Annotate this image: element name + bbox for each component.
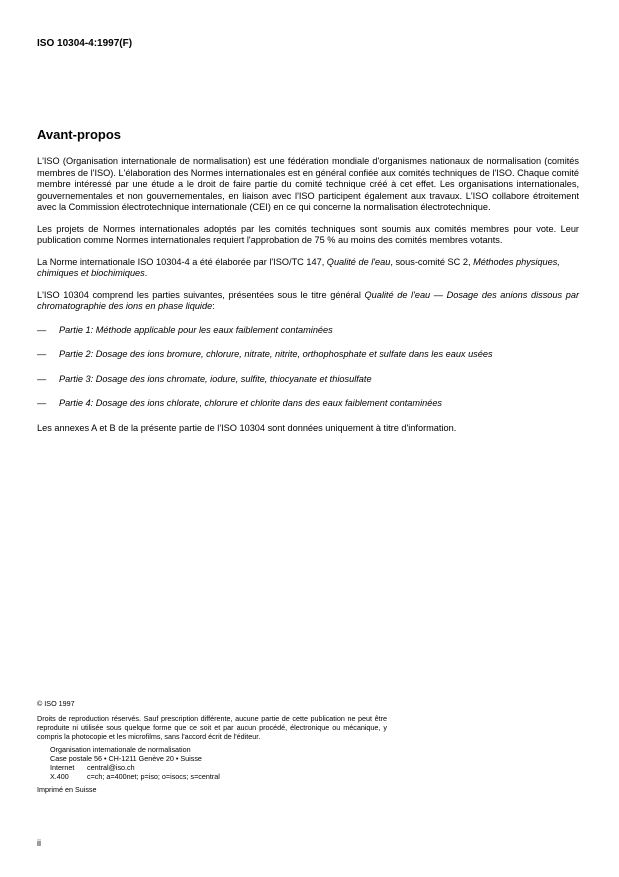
internet-email: central@iso.ch (87, 763, 135, 772)
section-title: Avant-propos (37, 127, 122, 142)
publisher-address (37, 745, 387, 781)
part-4-title: Partie 4: Dosage des ions chlorate, chlorure et chlorite dans des eaux faiblement contaminées (59, 398, 443, 408)
copyright-footer (37, 699, 387, 794)
dash-bullet: — (37, 324, 47, 335)
internet-line (50, 763, 387, 772)
rights-statement: Droits de reproduction réservés. Sauf prescription différente, aucune partie de cette publication ne peut être reproduite ni utilisée sous quelque forme que ce soit et par aucun procédé, électronique ou mécanique, y compris la photocopie et les microfilms, sans l'accord écrit de l'éditeur. (37, 714, 387, 741)
dash-bullet: — (37, 349, 47, 359)
dash-bullet: — (37, 373, 47, 384)
parts-list (37, 325, 579, 410)
paragraph-annexes: Les annexes A et B de la présente partie de l'ISO 10304 sont données uniquement à titre d'information. (37, 422, 457, 433)
paragraph-committee: La Norme internationale ISO 10304-4 a été élaborée par l'ISO/TC 147, Qualité de l'eau, sous-comité SC 2, Méthodes physiques, chimiques et biochimiques. (37, 256, 560, 278)
list-item (37, 325, 579, 337)
list-item (37, 349, 579, 361)
paragraph-iso-intro: L'ISO (Organisation internationale de normalisation) est une fédération mondiale d'organismes nationaux de normalisation (comités membres de l'ISO). L'élaboration des Normes internationales est en général confiée aux comités techniques de l'ISO. Chaque comité membre intéressé par une étude a le droit de faire partie du comité technique créé à cet effet. Les organisations internationales, gouvernementales et non gouvernementales, en liaison avec l'ISO participent également aux travaux. L'ISO collabore étroitement avec la Commission électrotechnique internationale (CEI) en ce qui concerne la normalisation électrotechnique. (37, 156, 579, 212)
foreword-section (37, 127, 579, 444)
part-3-title: Partie 3: Dosage des ions chromate, iodure, sulfite, thiocyanate et thiosulfate (59, 373, 372, 384)
part-2-title: Partie 2: Dosage des ions bromure, chlorure, nitrate, nitrite, orthophosphate et sulfate dans les eaux usées (59, 349, 493, 359)
x400-line (50, 772, 387, 781)
printed-in: Imprimé en Suisse (37, 785, 97, 794)
part-1-title: Partie 1: Méthode applicable pour les eaux faiblement contaminées (59, 324, 333, 335)
x400-label: X.400 (50, 772, 69, 781)
postal-address: Case postale 56 • CH-1211 Genève 20 • Suisse (50, 754, 202, 763)
dash-bullet: — (37, 398, 47, 408)
list-item (37, 374, 579, 386)
paragraph-parts-intro: L'ISO 10304 comprend les parties suivantes, présentées sous le titre général Qualité de l'eau — Dosage des anions dissous par chromatographie des ions en phase liquide: (37, 289, 579, 311)
document-id-header: ISO 10304-4:1997(F) (37, 38, 133, 49)
internet-label: Internet (50, 763, 75, 772)
copyright-notice: © ISO 1997 (37, 699, 75, 708)
page-number: ii (37, 838, 41, 848)
list-item (37, 398, 579, 410)
x400-address: c=ch; a=400net; p=iso; o=isocs; s=central (87, 772, 220, 781)
paragraph-voting: Les projets de Normes internationales adoptés par les comités techniques sont soumis aux comités membres pour vote. Leur publication comme Normes internationales requiert l'approbation de 75 % au moins des comités membres votants. (37, 223, 579, 245)
org-name: Organisation internationale de normalisation (50, 745, 191, 754)
